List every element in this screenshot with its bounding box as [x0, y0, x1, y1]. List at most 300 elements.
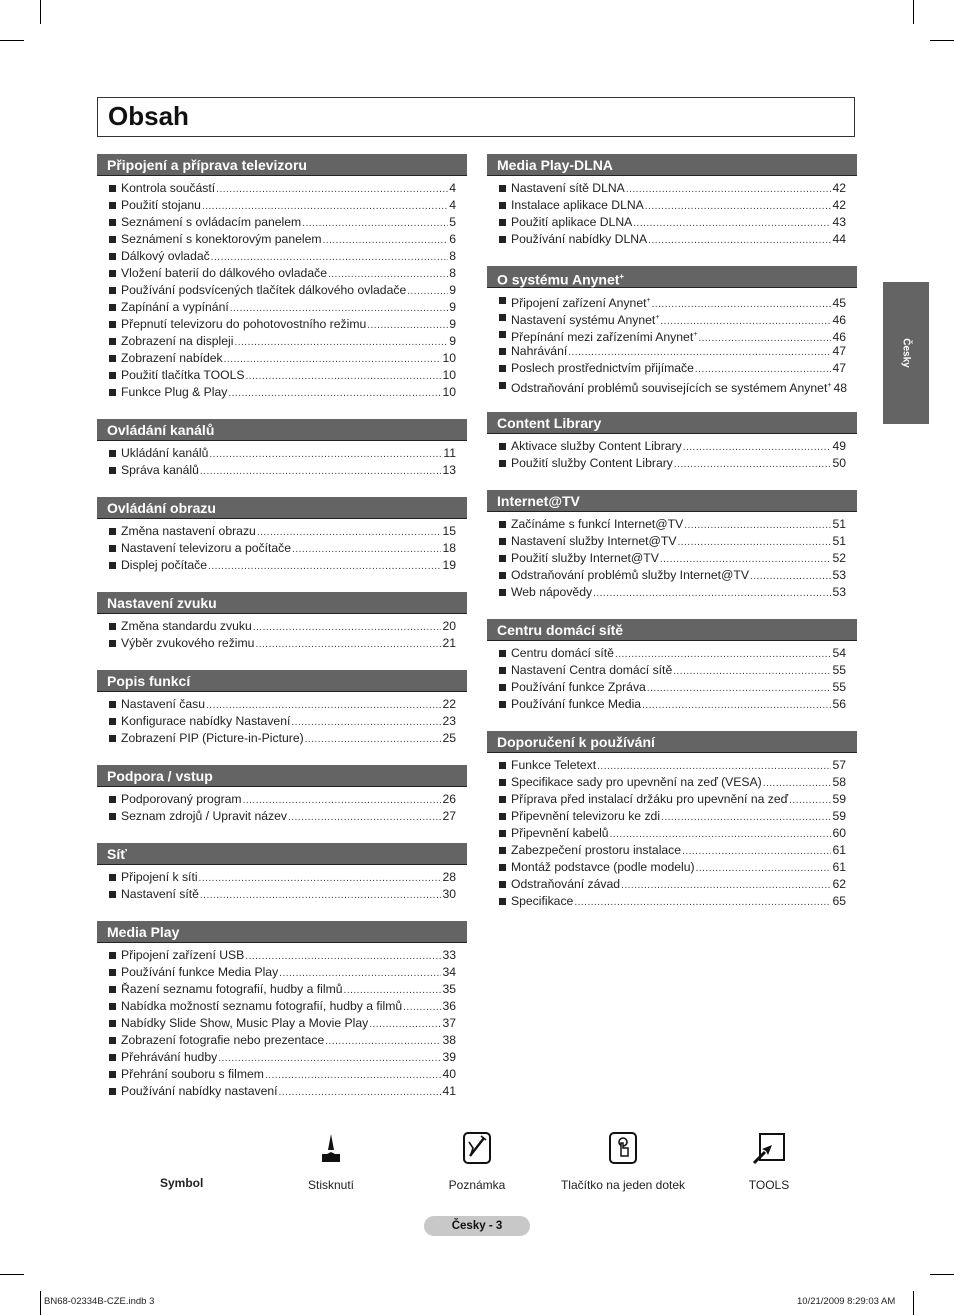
legend-label: TOOLS	[748, 1178, 790, 1192]
section-heading	[97, 154, 467, 176]
section-heading-text: Centru domácí sítě	[497, 622, 624, 638]
toc-entry-label-text: Připojení k síti	[121, 870, 198, 884]
toc-entry-label-text: Přepnutí televizoru do pohotovostního režimu	[121, 317, 367, 331]
toc-entry[interactable]	[487, 662, 857, 679]
toc-entry[interactable]	[97, 462, 467, 479]
toc-entry-label-text: Změna nastavení obrazu	[121, 524, 256, 538]
toc-entry-label-text: Používání podsvícených tlačítek dálkového ovladače	[121, 283, 407, 297]
section-heading-text: Nastavení zvuku	[107, 595, 217, 611]
toc-entry-label-text: Zabezpečení prostoru instalace	[511, 843, 682, 857]
toc-page-number: 56	[832, 697, 846, 711]
toc-entry[interactable]	[487, 377, 857, 394]
toc-entry-label	[121, 1083, 278, 1100]
toc-entry-label	[121, 635, 254, 652]
dot-leader	[291, 714, 441, 731]
toc-entry-label	[121, 1015, 368, 1032]
dot-leader	[200, 463, 442, 480]
dot-leader	[228, 385, 441, 402]
toc-entry-label	[121, 462, 199, 479]
dot-leader	[789, 792, 831, 809]
toc-entry-list	[97, 445, 467, 479]
toc-entry-label	[511, 774, 762, 791]
toc-page-number: 39	[442, 1050, 456, 1064]
toc-entry-list	[487, 757, 857, 910]
toc-entry-label-text: Připojení zařízení Anynet	[511, 296, 647, 311]
toc-page-number: 5	[449, 215, 456, 229]
toc-entry[interactable]	[487, 360, 857, 377]
toc-entry[interactable]	[97, 350, 467, 367]
toc-entry[interactable]	[97, 367, 467, 384]
toc-entry[interactable]	[97, 947, 467, 964]
toc-entry[interactable]	[487, 231, 857, 248]
dot-leader	[626, 181, 832, 198]
toc-entry[interactable]	[487, 516, 857, 533]
toc-entry[interactable]	[97, 730, 467, 747]
section-heading	[97, 497, 467, 519]
toc-entry-label	[121, 557, 207, 574]
toc-entry[interactable]	[97, 214, 467, 231]
toc-section	[97, 921, 467, 1100]
toc-entry-label	[121, 282, 406, 299]
dot-leader	[216, 181, 448, 198]
dot-leader	[211, 249, 448, 266]
toc-entry-list	[487, 645, 857, 713]
toc-entry-label	[121, 808, 287, 825]
toc-entry[interactable]	[97, 791, 467, 808]
toc-page-number: 20	[442, 619, 456, 633]
section-heading-text: Podpora / vstup	[107, 768, 213, 784]
toc-entry[interactable]	[487, 326, 857, 343]
toc-section	[97, 154, 467, 401]
dot-leader	[610, 826, 832, 843]
toc-entry[interactable]	[97, 981, 467, 998]
toc-entry-label	[121, 981, 343, 998]
toc-entry-label-text: Používání funkce Media Play	[121, 965, 279, 979]
toc-page-number: 40	[442, 1067, 456, 1081]
crop-mark	[0, 40, 24, 41]
toc-entry[interactable]	[97, 635, 467, 652]
press-icon	[320, 1130, 342, 1166]
legend-label: Stisknutí	[307, 1178, 355, 1192]
toc-entry-list	[487, 180, 857, 248]
footer-timestamp: 10/21/2009 8:29:03 AM	[797, 1296, 896, 1307]
section-heading-text: Content Library	[497, 415, 602, 431]
toc-entry-list	[97, 791, 467, 825]
dot-leader	[279, 1084, 442, 1101]
section-heading-sup: +	[619, 272, 625, 281]
crop-mark	[913, 1291, 914, 1315]
toc-entry-label	[121, 1032, 324, 1049]
toc-entry-label	[121, 886, 199, 903]
toc-page-number: 62	[832, 877, 846, 891]
one-touch-icon	[607, 1130, 639, 1166]
toc-entry-label-text: Nabídka možností seznamu fotografií, hudby a filmů	[121, 999, 403, 1013]
toc-page-number: 48	[833, 381, 848, 396]
dot-leader	[647, 680, 832, 697]
toc-page-number: 21	[442, 636, 456, 650]
toc-entry-label	[511, 516, 683, 533]
toc-section	[97, 765, 467, 825]
section-heading-text: Popis funkcí	[107, 673, 191, 689]
toc-entry-label	[511, 180, 625, 197]
toc-page-number: 35	[442, 982, 456, 996]
toc-entry[interactable]	[487, 309, 857, 326]
toc-page-number: 18	[442, 541, 456, 555]
toc-section	[487, 266, 857, 394]
toc-entry[interactable]	[97, 180, 467, 197]
dot-leader	[695, 361, 832, 378]
section-heading	[487, 619, 857, 641]
toc-entry-label	[121, 998, 402, 1015]
crop-mark	[40, 0, 41, 24]
toc-entry[interactable]	[97, 523, 467, 540]
toc-entry-label-text: Montáž podstavce (podle modelu)	[511, 860, 695, 874]
toc-page-number: 11	[443, 446, 456, 460]
crop-mark	[0, 1274, 24, 1275]
toc-entry[interactable]	[487, 679, 857, 696]
dot-leader	[574, 894, 831, 911]
toc-entry-label	[511, 679, 646, 696]
dot-leader	[568, 344, 831, 361]
toc-entry-label	[511, 645, 614, 662]
toc-entry-label	[121, 333, 233, 350]
toc-page-number: 4	[449, 198, 456, 212]
dot-leader	[344, 982, 442, 999]
dot-leader	[750, 568, 831, 585]
section-heading-text: Doporučení k používání	[497, 734, 655, 750]
section-heading	[487, 490, 857, 512]
toc-entry-label-text: Kontrola součástí	[121, 181, 216, 195]
toc-entry[interactable]	[487, 876, 857, 893]
toc-page-number: 44	[832, 232, 846, 246]
section-heading	[97, 921, 467, 943]
toc-entry-label-text: Zobrazení fotografie nebo prezentace	[121, 1033, 325, 1047]
toc-entry[interactable]	[97, 618, 467, 635]
section-heading-text: Připojení a příprava televizoru	[107, 157, 307, 173]
toc-entry[interactable]	[487, 808, 857, 825]
dot-leader	[230, 300, 448, 317]
toc-entry[interactable]	[487, 842, 857, 859]
toc-entry-label	[511, 438, 682, 455]
toc-entry-label-text: Nabídky Slide Show, Music Play a Movie Play	[121, 1016, 369, 1030]
dot-leader	[279, 965, 441, 982]
toc-entry-list	[487, 292, 857, 394]
toc-page-number: 53	[832, 568, 846, 582]
toc-entry-label	[511, 808, 660, 825]
toc-page-number: 8	[449, 266, 456, 280]
toc-entry-label-text: Nastavení Centra domácí sítě	[511, 663, 673, 677]
toc-page-number: 53	[832, 585, 846, 599]
toc-entry-label-text: Podporovaný program	[121, 792, 242, 806]
toc-entry[interactable]	[487, 180, 857, 197]
toc-entry[interactable]	[487, 567, 857, 584]
toc-entry-label	[511, 791, 788, 808]
crop-mark	[930, 40, 954, 41]
dot-leader	[200, 887, 442, 904]
toc-entry-label-text: Zobrazení PIP (Picture-in-Picture)	[121, 731, 304, 745]
page-number-badge: Česky - 3	[424, 1216, 530, 1236]
toc-page-number: 6	[449, 232, 456, 246]
toc-page-number: 55	[832, 680, 846, 694]
toc-page-number: 51	[832, 534, 846, 548]
toc-entry[interactable]	[97, 964, 467, 981]
toc-section	[97, 843, 467, 903]
toc-entry-label	[121, 231, 322, 248]
toc-entry[interactable]	[97, 1032, 467, 1049]
toc-page-number: 30	[442, 887, 456, 901]
toc-entry-sup: +	[827, 382, 832, 389]
toc-entry-label	[121, 316, 366, 333]
toc-entry[interactable]	[487, 438, 857, 455]
toc-page-number: 36	[442, 999, 456, 1013]
toc-entry[interactable]	[487, 550, 857, 567]
toc-entry-sup: +	[646, 297, 651, 304]
dot-leader	[684, 517, 831, 534]
toc-entry[interactable]	[487, 893, 857, 910]
legend-symbol-label: Symbol	[160, 1176, 204, 1190]
dot-leader	[369, 1016, 441, 1033]
crop-mark	[930, 1274, 954, 1275]
toc-entry-label	[511, 825, 609, 842]
toc-entry-label-text: Ukládání kanálů	[121, 446, 209, 460]
toc-entry[interactable]	[97, 316, 467, 333]
toc-page-number: 59	[832, 809, 846, 823]
toc-entry[interactable]	[97, 1066, 467, 1083]
dot-leader	[325, 1033, 441, 1050]
toc-page-number: 22	[442, 697, 456, 711]
toc-entry[interactable]	[487, 292, 857, 309]
toc-page-number: 46	[832, 330, 846, 345]
toc-entry-label-text: Dálkový ovladač	[121, 249, 210, 263]
toc-page-number: 57	[832, 758, 846, 772]
dot-leader	[367, 317, 448, 334]
toc-entry-label	[121, 791, 242, 808]
toc-entry[interactable]	[97, 384, 467, 401]
toc-entry-label	[511, 550, 659, 567]
legend-label: Tlačítko na jeden dotek	[560, 1178, 686, 1192]
dot-leader	[763, 775, 832, 792]
toc-entry-label	[121, 964, 278, 981]
toc-entry-label	[511, 876, 620, 893]
toc-entry[interactable]	[487, 859, 857, 876]
dot-leader	[292, 541, 441, 558]
toc-page-number: 9	[449, 300, 456, 314]
toc-entry-label-text: Začínáme s funkcí Internet@TV	[511, 517, 684, 531]
toc-page-number: 50	[832, 456, 846, 470]
toc-page-number: 51	[832, 517, 846, 531]
toc-entry-label-text: Seznam zdrojů / Upravit název	[121, 809, 287, 823]
toc-entry-label-text: Použití tlačítka TOOLS	[121, 368, 245, 382]
dot-leader	[674, 456, 832, 473]
toc-entry[interactable]	[97, 265, 467, 282]
toc-entry[interactable]	[97, 1083, 467, 1100]
toc-entry[interactable]	[97, 808, 467, 825]
toc-entry-label	[121, 367, 245, 384]
toc-entry-label-text: Nahrávání	[511, 344, 568, 358]
toc-entry[interactable]	[487, 825, 857, 842]
legend-item-one-touch	[553, 1130, 693, 1192]
toc-entry-label-text: Výběr zvukového režimu	[121, 636, 255, 650]
section-heading	[487, 154, 857, 176]
toc-entry-sup: +	[655, 314, 660, 321]
toc-entry[interactable]	[97, 231, 467, 248]
dot-leader	[660, 551, 832, 568]
toc-entry-label	[121, 445, 208, 462]
toc-page-number: 10	[442, 368, 456, 382]
toc-page-number: 26	[442, 792, 456, 806]
toc-entry-label	[121, 523, 256, 540]
section-heading	[97, 670, 467, 692]
toc-entry-label-text: Poslech prostřednictvím přijímače	[511, 361, 694, 375]
toc-entry-label	[511, 231, 647, 248]
toc-entry-label-text: Používání funkce Zpráva	[511, 680, 646, 694]
toc-entry[interactable]	[97, 1015, 467, 1032]
toc-entry[interactable]	[487, 791, 857, 808]
toc-section	[487, 412, 857, 472]
toc-entry[interactable]	[97, 282, 467, 299]
toc-entry[interactable]	[97, 998, 467, 1015]
toc-section	[97, 419, 467, 479]
toc-entry-label	[121, 384, 227, 401]
toc-entry-label-text: Používání funkce Media	[511, 697, 642, 711]
toc-entry[interactable]	[97, 713, 467, 730]
section-heading-text: Internet@TV	[497, 493, 580, 509]
dot-leader	[648, 232, 831, 249]
dot-leader	[683, 439, 832, 456]
dot-leader	[403, 999, 441, 1016]
toc-entry[interactable]	[487, 455, 857, 472]
toc-section	[487, 490, 857, 601]
section-heading	[97, 419, 467, 441]
tools-icon	[751, 1130, 787, 1166]
dot-leader	[218, 1050, 441, 1067]
toc-entry-label-text: Používání nabídky nastavení	[121, 1084, 278, 1098]
toc-page-number: 54	[832, 646, 846, 660]
toc-page-number: 46	[832, 313, 846, 328]
toc-entry-label-text: Změna standardu zvuku	[121, 619, 252, 633]
toc-entry-label-text: Zapínání a vypínání	[121, 300, 229, 314]
toc-page-number: 23	[442, 714, 456, 728]
toc-entry[interactable]	[97, 445, 467, 462]
toc-entry-label	[511, 197, 644, 214]
dot-leader	[202, 198, 448, 215]
toc-entry[interactable]	[97, 299, 467, 316]
toc-entry[interactable]	[97, 1049, 467, 1066]
toc-page-number: 27	[442, 809, 456, 823]
toc-entry-label-text: Web nápovědy	[511, 585, 593, 599]
dot-leader	[257, 524, 442, 541]
toc-page-number: 33	[442, 948, 456, 962]
toc-entry[interactable]	[97, 696, 467, 713]
toc-entry-label	[121, 730, 304, 747]
toc-entry-label	[121, 1049, 217, 1066]
toc-entry[interactable]	[487, 343, 857, 360]
toc-entry-label	[511, 893, 573, 910]
toc-section	[97, 497, 467, 574]
toc-entry-label	[511, 859, 695, 876]
toc-entry-label-text: Displej počítače	[121, 558, 208, 572]
toc-entry-label-text: Nastavení sítě	[121, 887, 199, 901]
toc-entry-label	[121, 618, 252, 635]
legend-item-tools	[740, 1130, 798, 1192]
toc-entry[interactable]	[487, 584, 857, 601]
toc-entry[interactable]	[487, 197, 857, 214]
toc-entry-label	[121, 540, 291, 557]
toc-entry-label-text: Použití stojanu	[121, 198, 201, 212]
toc-entry[interactable]	[487, 214, 857, 231]
toc-entry-label	[121, 197, 201, 214]
toc-entry[interactable]	[487, 774, 857, 791]
toc-page-number: 61	[832, 843, 846, 857]
toc-entry-label	[121, 869, 198, 886]
toc-page-number: 10	[442, 351, 456, 365]
dot-leader	[302, 215, 448, 232]
toc-entry[interactable]	[97, 557, 467, 574]
toc-entry-label-text: Nastavení sítě DLNA	[511, 181, 625, 195]
toc-entry[interactable]	[97, 540, 467, 557]
dot-leader	[621, 877, 831, 894]
toc-page-number: 61	[832, 860, 846, 874]
toc-entry-label-text: Použití služby Internet@TV	[511, 551, 659, 565]
toc-entry-label	[121, 947, 244, 964]
toc-entry[interactable]	[97, 869, 467, 886]
toc-entry-label-text: Připojení zařízení USB	[121, 948, 245, 962]
dot-leader	[224, 351, 442, 368]
toc-entry[interactable]	[487, 645, 857, 662]
toc-page-number: 28	[442, 870, 456, 884]
toc-entry[interactable]	[97, 333, 467, 350]
toc-entry-label-text: Zobrazení na displeji	[121, 334, 234, 348]
toc-entry-label-text: Používání nabídky DLNA	[511, 232, 648, 246]
section-heading-text: O systému Anynet	[497, 271, 620, 288]
section-heading	[487, 412, 857, 434]
toc-entry[interactable]	[487, 533, 857, 550]
section-heading	[487, 731, 857, 753]
toc-entry-label-text: Specifikace sady pro upevnění na zeď (VESA)	[511, 775, 762, 789]
toc-entry-label	[121, 299, 229, 316]
toc-section	[97, 670, 467, 747]
toc-entry[interactable]	[97, 197, 467, 214]
dot-leader	[255, 636, 441, 653]
section-heading	[97, 843, 467, 865]
toc-page-number: 25	[442, 731, 456, 745]
dot-leader	[323, 232, 449, 249]
legend-item-note	[440, 1130, 514, 1192]
toc-entry[interactable]	[97, 886, 467, 903]
toc-left-column	[97, 154, 467, 1100]
toc-entry-label	[511, 662, 672, 679]
toc-page-number: 19	[442, 558, 456, 572]
note-icon	[461, 1130, 493, 1166]
toc-page-number: 9	[449, 283, 456, 297]
toc-entry-label-text: Zobrazení nabídek	[121, 351, 223, 365]
toc-entry-label	[511, 360, 694, 377]
dot-leader	[209, 446, 442, 463]
toc-entry[interactable]	[487, 757, 857, 774]
dot-leader	[597, 758, 831, 775]
toc-entry[interactable]	[97, 248, 467, 265]
toc-entry-label-text: Funkce Teletext	[511, 758, 597, 772]
language-side-tab-label: Česky	[900, 338, 912, 368]
toc-section	[487, 731, 857, 910]
dot-leader	[243, 792, 442, 809]
toc-entry-label	[511, 567, 749, 584]
toc-entry[interactable]	[487, 696, 857, 713]
toc-section	[97, 592, 467, 652]
toc-entry-label-text: Příprava před instalací držáku pro upevnění na zeď	[511, 792, 789, 806]
toc-page-number: 55	[832, 663, 846, 677]
dot-leader	[645, 198, 832, 215]
